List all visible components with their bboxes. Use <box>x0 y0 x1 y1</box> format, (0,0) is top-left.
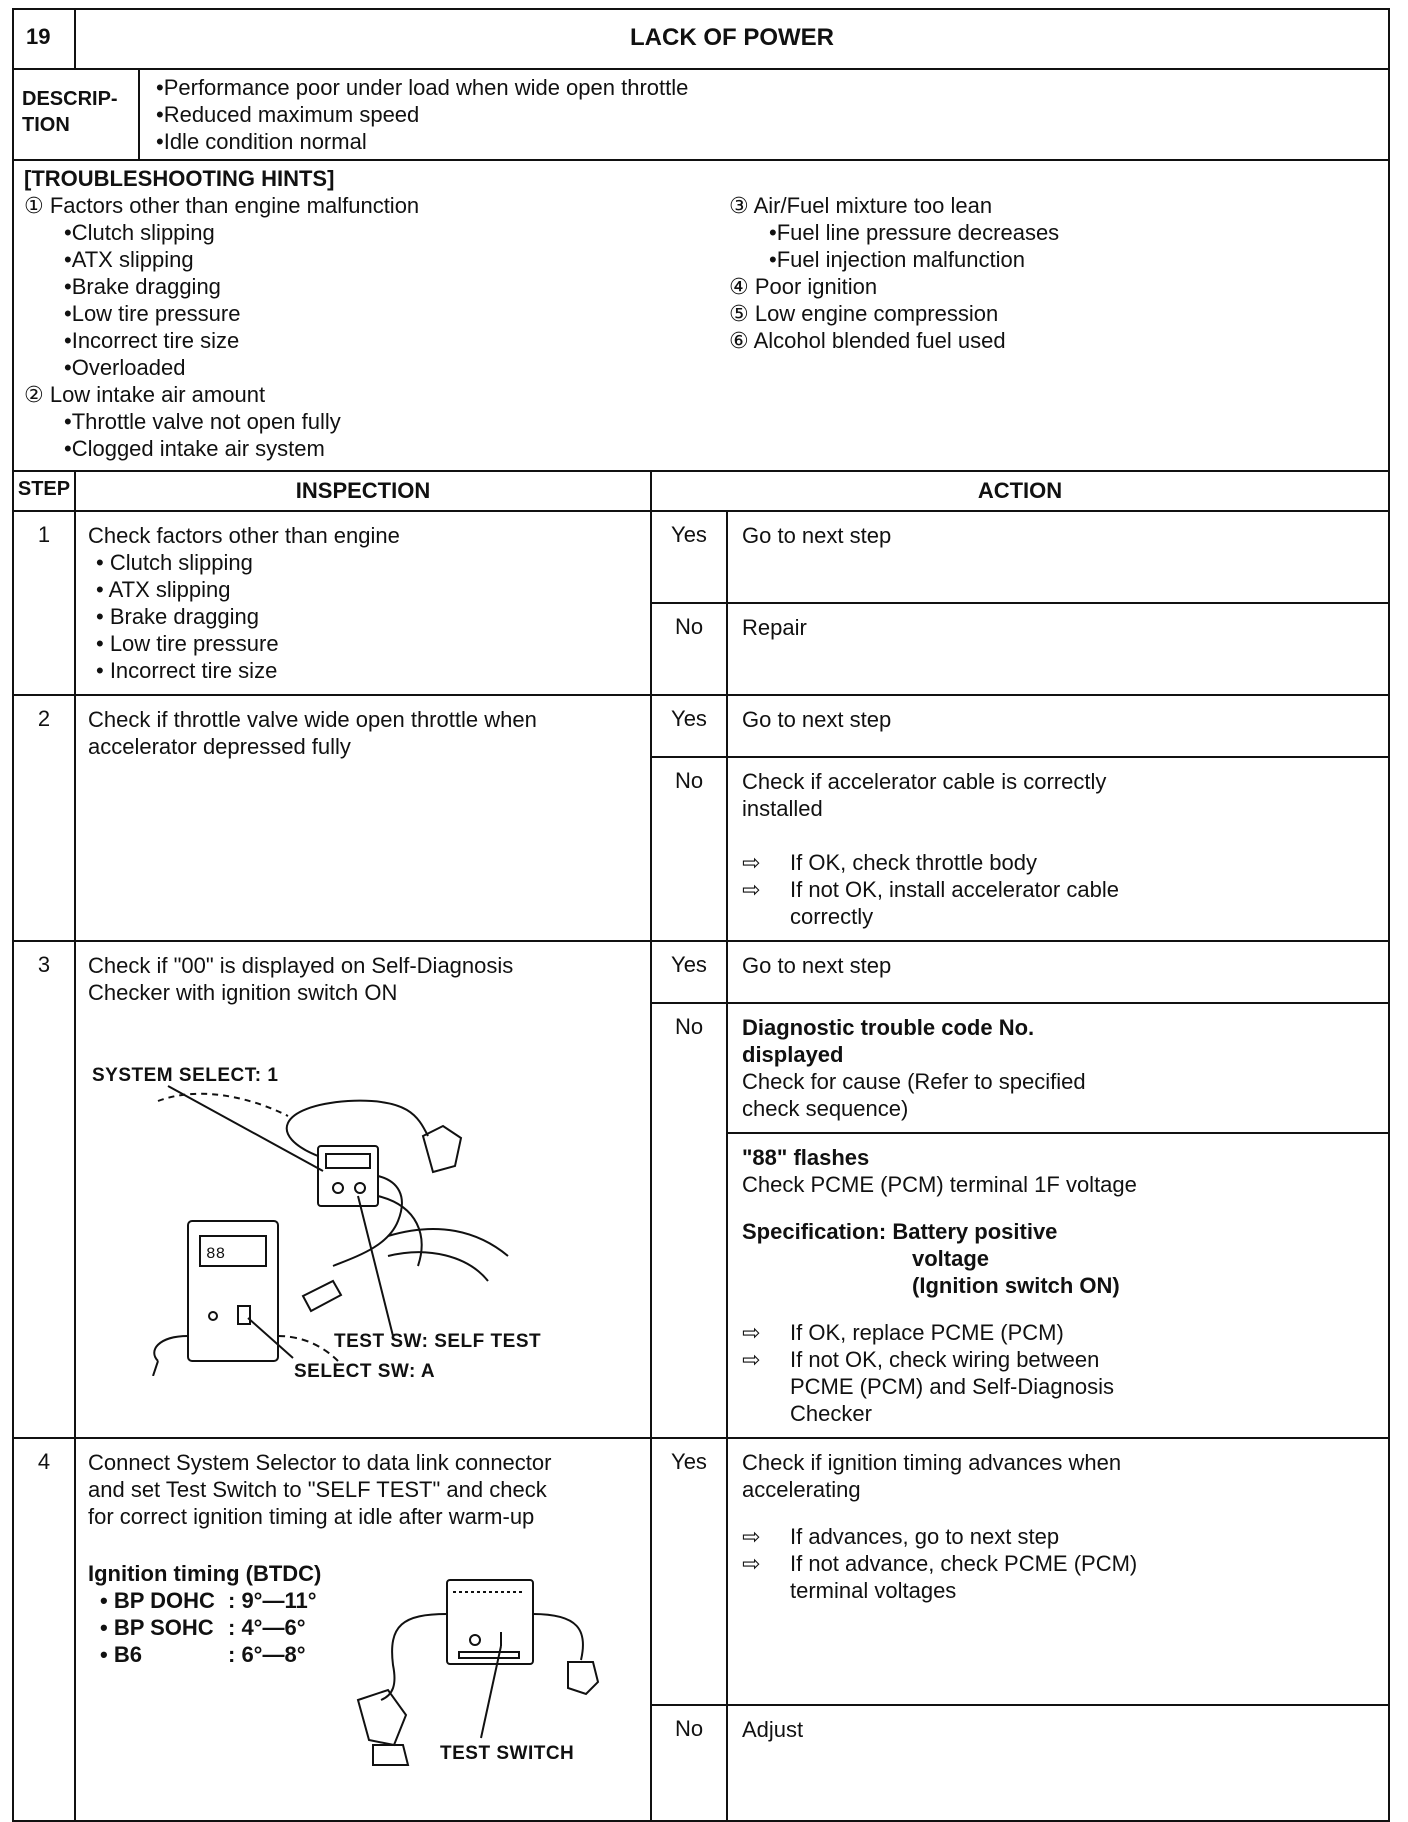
inspection-text: Checker with ignition switch ON <box>88 980 398 1005</box>
specification-value: voltage <box>912 1246 990 1271</box>
figure-label: TEST SW: SELF TEST <box>334 1331 542 1352</box>
inspection-text: Connect System Selector to data link connector <box>88 1450 552 1475</box>
action-text: If OK, check throttle body <box>790 850 1038 875</box>
action-heading: "88" flashes <box>742 1145 870 1170</box>
hints-title: [TROUBLESHOOTING HINTS] <box>24 166 335 191</box>
step-number: 4 <box>13 1438 75 1821</box>
inspection-bullet: • ATX slipping <box>96 577 231 602</box>
action-heading: displayed <box>742 1042 844 1067</box>
step-3-yes-row <box>13 941 1389 1003</box>
hint-item: ③ Air/Fuel mixture too lean <box>729 193 993 218</box>
self-diagnosis-figure <box>88 1006 638 1382</box>
yes-label: Yes <box>651 1438 727 1705</box>
description-item: •Reduced maximum speed <box>156 102 420 127</box>
yes-action <box>727 1438 1389 1705</box>
column-header-row <box>13 471 1389 511</box>
no-action <box>727 757 1389 941</box>
no-action: Adjust <box>727 1705 1389 1821</box>
section-number: 19 <box>13 9 75 69</box>
action-text: If OK, replace PCME (PCM) <box>790 1320 1064 1345</box>
timing-engine: • B6 <box>100 1642 142 1667</box>
hints-right-column <box>729 192 1378 462</box>
specification-value: (Ignition switch ON) <box>912 1273 1120 1298</box>
inspection-text: for correct ignition timing at idle after warm-up <box>88 1504 535 1529</box>
step-2-yes-row <box>13 695 1389 757</box>
hint-item: •Throttle valve not open fully <box>64 409 341 434</box>
arrow-icon: ⇨ <box>742 1551 761 1576</box>
figure-label: SELECT SW: A <box>294 1361 436 1382</box>
arrow-icon: ⇨ <box>742 1524 761 1549</box>
step-1-inspection <box>75 511 651 695</box>
dtc-displayed-action <box>727 1003 1389 1133</box>
description-label-line: TION <box>22 114 70 136</box>
hints-row <box>13 160 1389 471</box>
action-text: If not advance, check PCME (PCM) <box>790 1551 1138 1576</box>
yes-label: Yes <box>651 695 727 757</box>
action-text: PCME (PCM) and Self-Diagnosis <box>790 1374 1114 1399</box>
hint-item: •ATX slipping <box>64 247 194 272</box>
no-label: No <box>651 1705 727 1821</box>
timing-engine: • BP SOHC <box>100 1615 214 1640</box>
arrow-icon: ⇨ <box>742 1347 761 1372</box>
description-label-line: DESCRIP- <box>22 88 118 110</box>
action-text: Check if accelerator cable is correctly <box>742 769 1107 794</box>
timing-section <box>88 1560 638 1810</box>
checker-display: 88 <box>206 1245 226 1263</box>
yes-label: Yes <box>651 941 727 1003</box>
section-title: LACK OF POWER <box>75 9 1389 69</box>
arrow-icon: ⇨ <box>742 1320 761 1345</box>
timing-value: : 9°—11° <box>228 1588 317 1613</box>
action-text: accelerating <box>742 1477 861 1502</box>
timing-value: : 6°—8° <box>228 1642 306 1667</box>
inspection-text: Check if throttle valve wide open throttle when <box>88 707 537 732</box>
timing-title: Ignition timing (BTDC) <box>88 1561 322 1586</box>
specification-label: Specification: Battery positive <box>742 1219 1058 1244</box>
troubleshooting-hints <box>13 160 1389 471</box>
step-4-yes-row <box>13 1438 1389 1705</box>
step-number: 2 <box>13 695 75 941</box>
no-action: Repair <box>727 603 1389 695</box>
action-text: installed <box>742 796 823 821</box>
hint-item: •Low tire pressure <box>64 301 241 326</box>
figure-label: TEST SWITCH <box>440 1743 575 1764</box>
step-column-header: STEP <box>13 471 75 511</box>
inspection-bullet: • Brake dragging <box>96 604 260 629</box>
hint-item: ⑤ Low engine compression <box>729 301 999 326</box>
description-item: •Idle condition normal <box>156 129 367 154</box>
header-row <box>13 9 1389 69</box>
hint-item: •Brake dragging <box>64 274 221 299</box>
action-column-header: ACTION <box>651 471 1389 511</box>
description-row <box>13 69 1389 160</box>
step-2-inspection <box>75 695 651 941</box>
troubleshooting-table <box>12 8 1390 1822</box>
inspection-text: Check factors other than engine <box>88 523 400 548</box>
action-text: Checker <box>790 1401 872 1426</box>
self-diagnosis-illustration <box>88 1006 588 1376</box>
action-heading: Diagnostic trouble code No. <box>742 1015 1035 1040</box>
step-number: 1 <box>13 511 75 695</box>
action-text: terminal voltages <box>790 1578 957 1603</box>
action-text: Check PCME (PCM) terminal 1F voltage <box>742 1172 1137 1197</box>
inspection-bullet: • Low tire pressure <box>96 631 279 656</box>
description-label <box>13 69 139 160</box>
no-label: No <box>651 757 727 941</box>
step-4-inspection <box>75 1438 651 1821</box>
arrow-icon: ⇨ <box>742 877 761 902</box>
step-number: 3 <box>13 941 75 1438</box>
timing-value: : 4°—6° <box>228 1615 306 1640</box>
inspection-column-header: INSPECTION <box>75 471 651 511</box>
step-3-inspection <box>75 941 651 1438</box>
hint-item: ⑥ Alcohol blended fuel used <box>729 328 1006 353</box>
yes-action: Go to next step <box>727 511 1389 603</box>
description-item: •Performance poor under load when wide open throttle <box>156 75 689 100</box>
action-text: Check if ignition timing advances when <box>742 1450 1122 1475</box>
no-label: No <box>651 603 727 695</box>
inspection-text: Check if "00" is displayed on Self-Diagnosis <box>88 953 514 978</box>
arrow-icon: ⇨ <box>742 850 761 875</box>
action-text: correctly <box>790 904 874 929</box>
step-1-yes-row <box>13 511 1389 603</box>
hints-left-column <box>24 192 729 462</box>
inspection-bullet: • Clutch slipping <box>96 550 253 575</box>
inspection-bullet: • Incorrect tire size <box>96 658 278 683</box>
yes-action: Go to next step <box>727 941 1389 1003</box>
inspection-text: accelerator depressed fully <box>88 734 351 759</box>
flash-action <box>727 1133 1389 1438</box>
action-text: Check for cause (Refer to specified <box>742 1069 1086 1094</box>
action-text: If not OK, install accelerator cable <box>790 877 1119 902</box>
figure-label: SYSTEM SELECT: 1 <box>92 1065 279 1086</box>
description-items <box>139 69 1389 160</box>
hint-item: •Incorrect tire size <box>64 328 240 353</box>
action-text: check sequence) <box>742 1096 909 1121</box>
hint-item: •Fuel line pressure decreases <box>769 220 1060 245</box>
hint-item: •Clogged intake air system <box>64 436 325 461</box>
action-text: If advances, go to next step <box>790 1524 1060 1549</box>
hint-item: ① Factors other than engine malfunction <box>24 193 420 218</box>
yes-label: Yes <box>651 511 727 603</box>
hint-item: ② Low intake air amount <box>24 382 266 407</box>
timing-engine: • BP DOHC <box>100 1588 215 1613</box>
no-label: No <box>651 1003 727 1438</box>
document-page <box>12 8 1388 1780</box>
hint-item: •Overloaded <box>64 355 186 380</box>
hint-item: •Clutch slipping <box>64 220 215 245</box>
inspection-text: and set Test Switch to "SELF TEST" and check <box>88 1477 547 1502</box>
action-text: If not OK, check wiring between <box>790 1347 1100 1372</box>
hint-item: •Fuel injection malfunction <box>769 247 1025 272</box>
hint-item: ④ Poor ignition <box>729 274 878 299</box>
yes-action: Go to next step <box>727 695 1389 757</box>
